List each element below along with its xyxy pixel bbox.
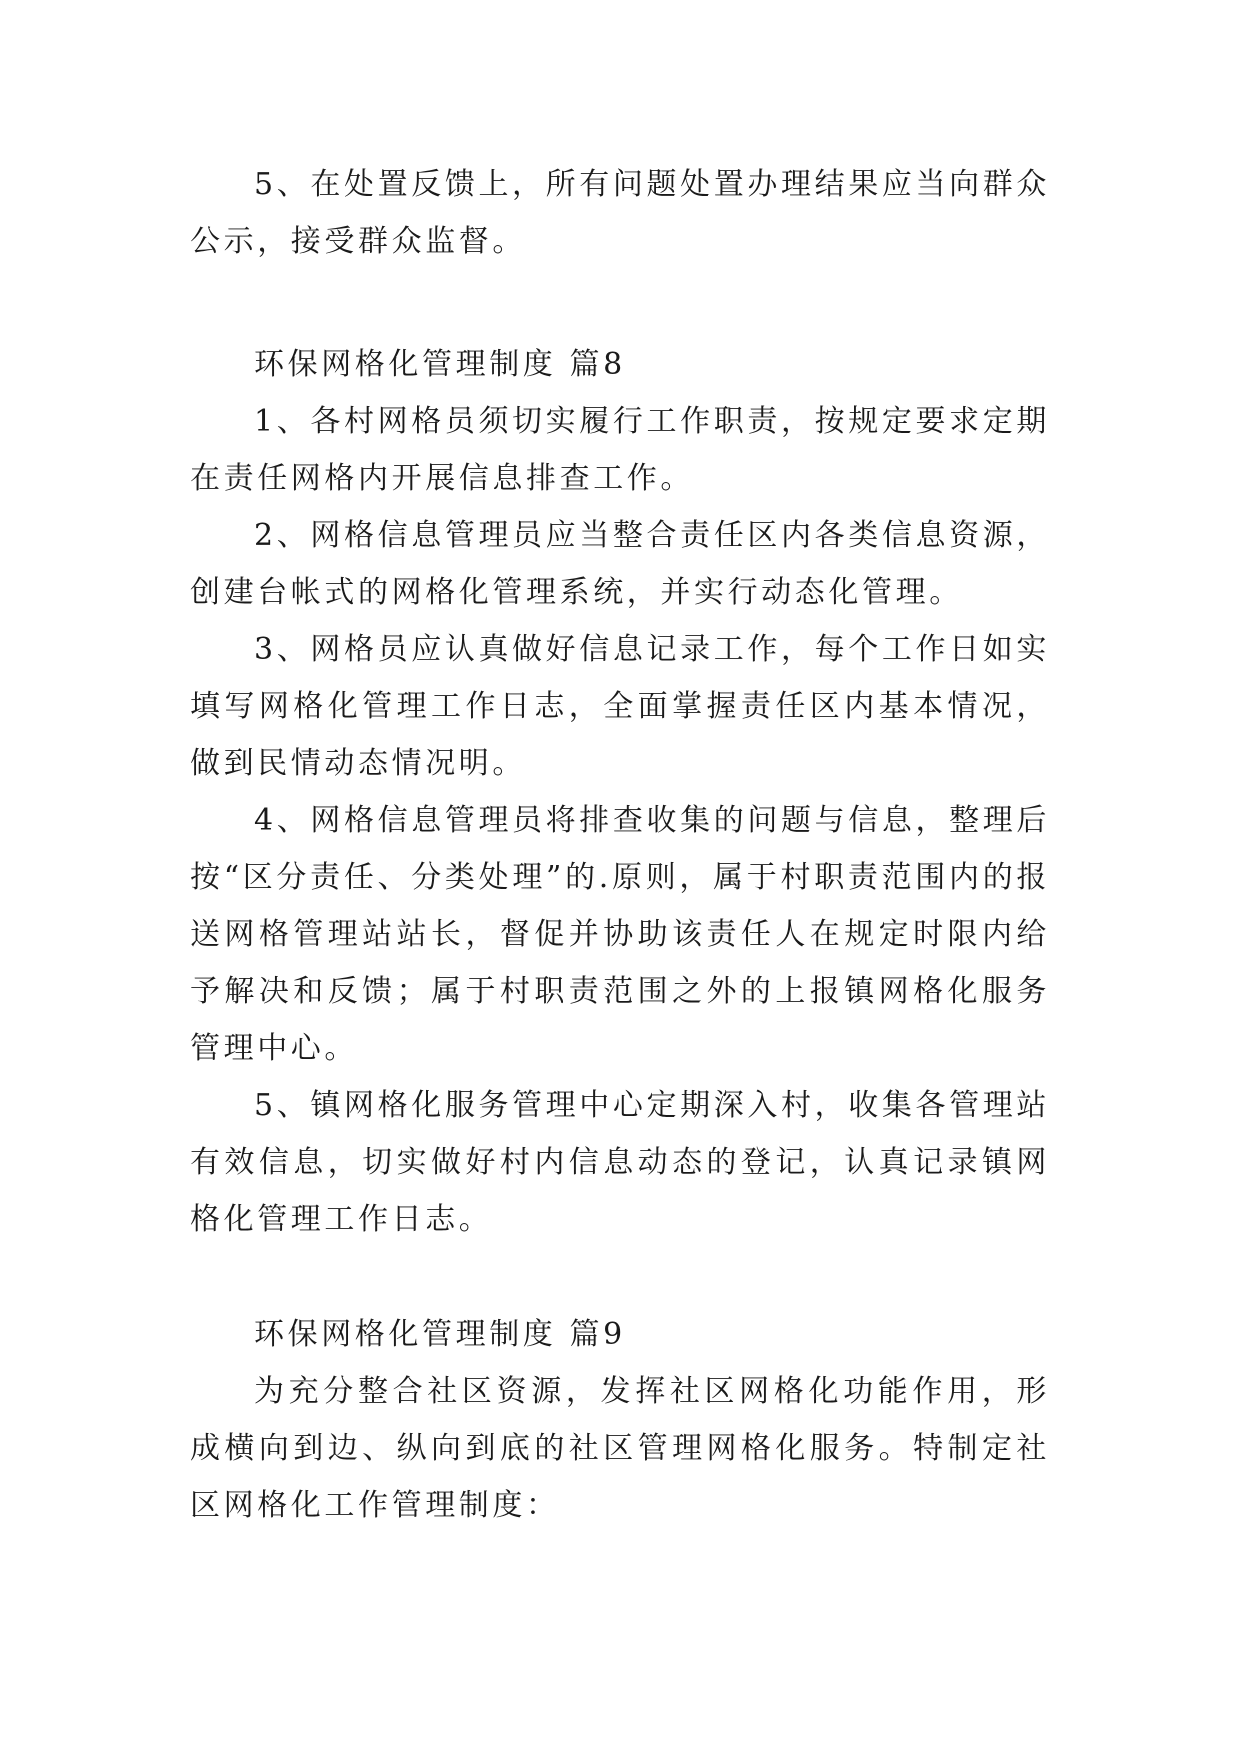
paragraph-disposal-feedback: 5、在处置反馈上，所有问题处置办理结果应当向群众公示，接受群众监督。 (190, 167, 1050, 259)
intro-block (190, 156, 1050, 270)
section-9-paragraph-1: 为充分整合社区资源，发挥社区网格化功能作用，形成横向到边、纵向到底的社区管理网格化服务。特制定社区网格化工作管理制度： (190, 1374, 1050, 1523)
section-9 (190, 1306, 1050, 1534)
section-8-paragraph-1: 1、各村网格员须切实履行工作职责，按规定要求定期在责任网格内开展信息排查工作。 (190, 404, 1050, 496)
section-8-paragraph-4: 4、网格信息管理员将排查收集的问题与信息，整理后按“区分责任、分类处理”的.原则，属于村职责范围内的报送网格管理站站长，督促并协助该责任人在规定时限内给予解决和反馈；属于村职责范围之外的上报镇网格化服务管理中心。 (190, 803, 1050, 1066)
section-9-heading: 环保网格化管理制度 篇9 (254, 1317, 626, 1352)
section-8-paragraph-3: 3、网格员应认真做好信息记录工作，每个工作日如实填写网格化管理工作日志，全面掌握责任区内基本情况，做到民情动态情况明。 (190, 632, 1050, 781)
section-8-paragraph-2: 2、网格信息管理员应当整合责任区内各类信息资源，创建台帐式的网格化管理系统，并实行动态化管理。 (190, 518, 1050, 610)
section-8-heading: 环保网格化管理制度 篇8 (254, 347, 626, 382)
section-8-paragraph-5: 5、镇网格化服务管理中心定期深入村，收集各管理站有效信息，切实做好村内信息动态的登记，认真记录镇网格化管理工作日志。 (190, 1088, 1050, 1237)
section-8 (190, 336, 1050, 1248)
